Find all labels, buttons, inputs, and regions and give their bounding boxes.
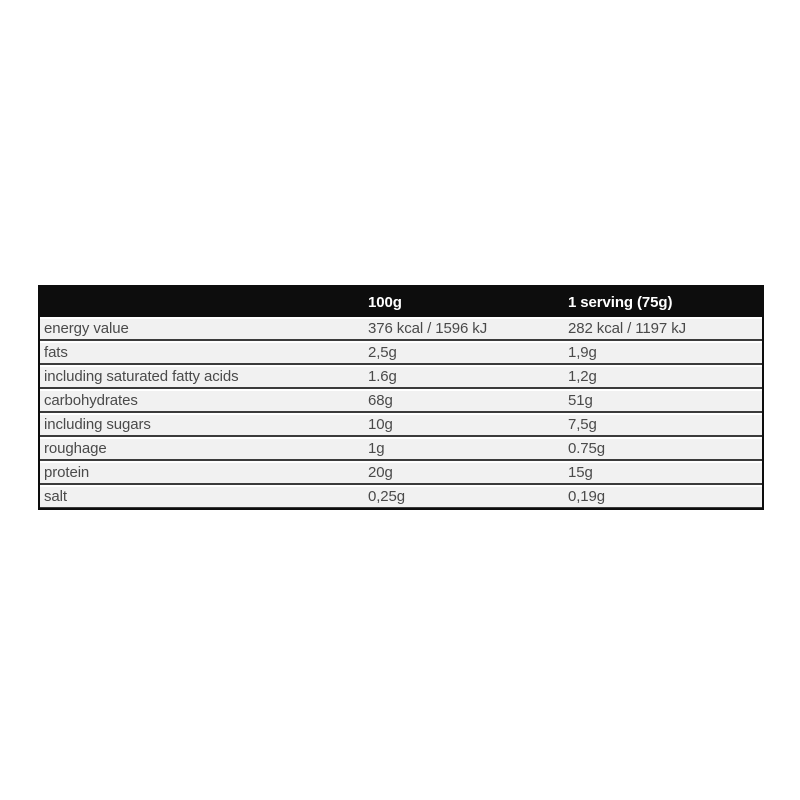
- row-label-cell: roughage: [40, 437, 368, 461]
- row-label-cell: energy value: [40, 317, 368, 341]
- value-serving-cell: 282 kcal / 1197 kJ: [568, 317, 762, 341]
- value-100g-cell: 1.6g: [368, 365, 568, 389]
- table-row: [40, 341, 762, 365]
- table-row: [40, 437, 762, 461]
- value-serving-cell: 1,9g: [568, 341, 762, 365]
- value-100g-cell: 10g: [368, 413, 568, 437]
- nutrition-facts-table: [38, 285, 764, 510]
- table-row: [40, 461, 762, 485]
- row-label-cell: fats: [40, 341, 368, 365]
- value-serving-cell: 0.75g: [568, 437, 762, 461]
- value-serving-cell: 1,2g: [568, 365, 762, 389]
- value-serving-cell: 51g: [568, 389, 762, 413]
- row-label-cell: salt: [40, 485, 368, 508]
- value-100g-cell: 0,25g: [368, 485, 568, 508]
- value-100g-cell: 2,5g: [368, 341, 568, 365]
- header-label-cell: [40, 287, 368, 317]
- table-row: [40, 413, 762, 437]
- row-label-cell: protein: [40, 461, 368, 485]
- header-100g-cell: 100g: [368, 287, 568, 317]
- table-row: [40, 317, 762, 341]
- row-label-cell: including sugars: [40, 413, 368, 437]
- table-row: [40, 365, 762, 389]
- row-label-cell: including saturated fatty acids: [40, 365, 368, 389]
- value-serving-cell: 15g: [568, 461, 762, 485]
- value-serving-cell: 0,19g: [568, 485, 762, 508]
- value-100g-cell: 20g: [368, 461, 568, 485]
- table-row: [40, 389, 762, 413]
- value-100g-cell: 68g: [368, 389, 568, 413]
- value-100g-cell: 376 kcal / 1596 kJ: [368, 317, 568, 341]
- row-label-cell: carbohydrates: [40, 389, 368, 413]
- header-serving-cell: 1 serving (75g): [568, 287, 762, 317]
- value-serving-cell: 7,5g: [568, 413, 762, 437]
- table-row: [40, 485, 762, 508]
- value-100g-cell: 1g: [368, 437, 568, 461]
- table-header-row: [40, 287, 762, 317]
